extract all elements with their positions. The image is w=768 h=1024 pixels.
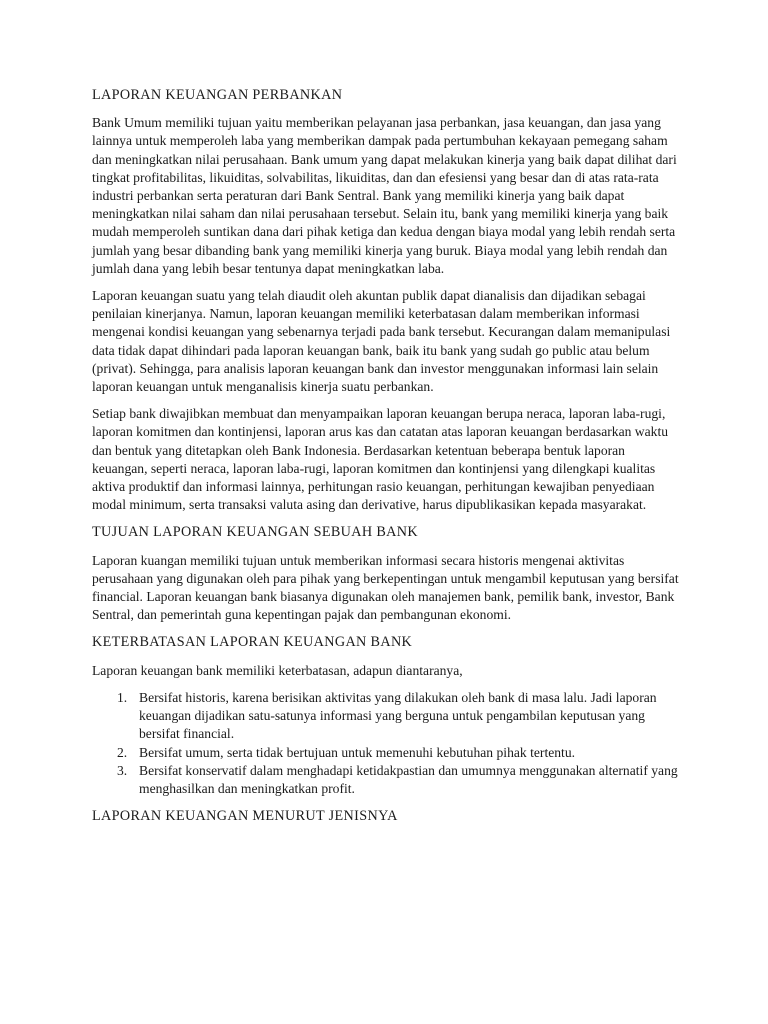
list-item-text: Bersifat umum, serta tidak bertujuan untuk memenuhi kebutuhan pihak tertentu. [139,744,576,760]
document-body [92,86,680,835]
limitations-list [92,689,680,798]
list-item-number: 1. [117,689,128,705]
list-intro: Laporan keuangan bank memiliki keterbatasan, adapun diantaranya, [92,662,463,678]
list-item [92,689,680,744]
paragraph: Laporan keuangan suatu yang telah diaudit oleh akuntan publik dapat dianalisis dan dijadikan sebagai penilaian kinerjanya. Namun, laporan keuangan memiliki keterbatasan dalam memberikan informasi mengenai kondisi keuangan yang sebenarnya terjadi pada bank tersebut. Kecurangan dalam memanipulasi data tidak dapat dihindari pada laporan keuangan bank, baik itu bank yang sudah go public atau belum (privat). Sehingga, para analisis laporan keuangan bank dan investor menggunakan informasi lain selain laporan keuangan untuk menganalisis kinerja suatu perbankan. [92,288,671,395]
section-heading-menurut-jenisnya: LAPORAN KEUANGAN MENURUT JENISNYA [92,808,398,825]
list-item-number: 3. [117,762,128,778]
paragraph: Bank Umum memiliki tujuan yaitu memberikan pelayanan jasa perbankan, jasa keuangan, dan jasa yang lainnya untuk memperoleh laba yang memberikan dampak pada pertumbuhan kekayaan pemegang saham dan meningkatkan nilai perusahaan. Bank umum yang dapat melakukan kinerja yang baik dapat dilihat dari tingkat profitabilitas, likuiditas, solvabilitas, likuiditas, dan dan efesiensi yang besar dan di atas rata-rata industri perbankan serta peraturan dari Bank Sentral. Bank yang memiliki kinerja yang baik dapat meningkatkan nilai saham dan nilai perusahaan tersebut. Selain itu, bank yang memiliki kinerja yang baik mudah memperoleh suntikan dana dari pihak ketiga dan kedua dengan biaya modal yang lebih rendah serta jumlah yang besar dibanding bank yang memiliki kinerja yang buruk. Biaya modal yang lebih rendah dan jumlah dana yang lebih besar tentunya dapat meningkatkan laba. [92,115,677,276]
paragraph: Laporan kuangan memiliki tujuan untuk memberikan informasi secara historis mengenai aktivitas perusahaan yang digunakan oleh para pihak yang berkepentingan untuk mengambil keputusan yang bersifat financial. Laporan keuangan bank biasanya digunakan oleh manajemen bank, pemilik bank, investor, Bank Sentral, dan pemerintah guna kepentingan pajak dan pembangunan ekonomi. [92,552,679,623]
section-heading-laporan-keuangan-perbankan: LAPORAN KEUANGAN PERBANKAN [92,87,343,103]
list-item-text: Bersifat konservatif dalam menghadapi ketidakpastian dan umumnya menggunakan alternatif yang menghasilkan dan meningkatkan profit. [139,762,678,796]
list-item [92,762,680,798]
list-item-text: Bersifat historis, karena berisikan aktivitas yang dilakukan oleh bank di masa lalu. Jadi laporan keuangan dijadikan satu-satunya informasi yang berguna untuk pengambilan keputusan yang bersifat financial. [139,689,657,742]
section-heading-tujuan-laporan: TUJUAN LAPORAN KEUANGAN SEBUAH BANK [92,524,418,541]
list-item-number: 2. [117,744,128,760]
section-heading-keterbatasan: KETERBATASAN LAPORAN KEUANGAN BANK [92,634,413,651]
paragraph: Setiap bank diwajibkan membuat dan menyampaikan laporan keuangan berupa neraca, laporan laba-rugi, laporan komitmen dan kontinjensi, laporan arus kas dan catatan atas laporan keuangan berdasarkan waktu dan bentuk yang ditetapkan oleh Bank Indonesia. Berdasarkan ketentuan beberapa bentuk laporan keuangan, seperti neraca, laporan laba-rugi, laporan komitmen dan kontinjensi yang dilengkapi kualitas aktiva produktif dan informasi lainnya, perhitungan rasio keuangan, perhitungan kewajiban penyediaan modal minimum, serta transaksi valuta asing dan derivative, harus dipublikasikan kepada masyarakat. [92,406,669,513]
list-item [92,744,680,762]
